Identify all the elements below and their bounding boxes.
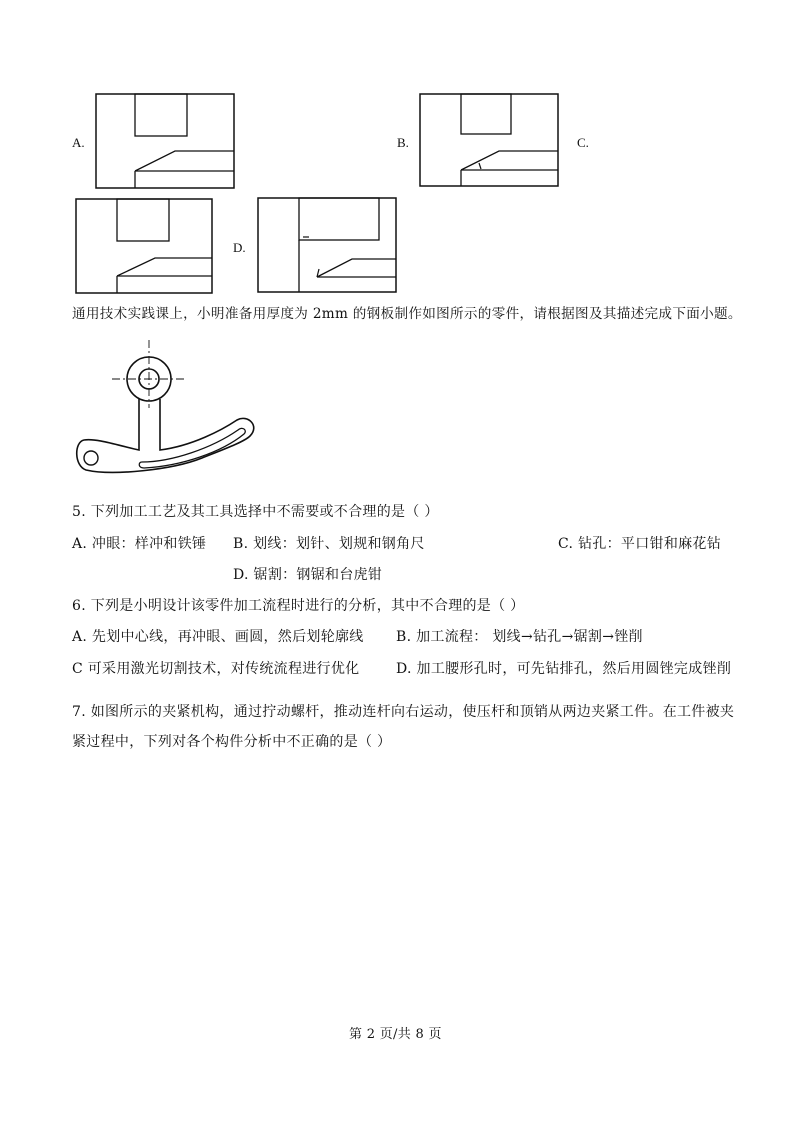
part-figure [72,338,257,488]
option-d-label: D. [233,240,246,255]
q5-option-b: B. 划线：划针、划规和钢角尺 [233,536,425,552]
option-b-figure [419,93,559,187]
option-c-figure [75,198,213,294]
option-b-label: B. [397,135,409,150]
option-a-figure [95,93,235,189]
page-footer: 第 2 页/共 8 页 [349,1027,442,1042]
q6-option-d: D. 加工腰形孔时，可先钻排孔，然后用圆锉完成锉削 [396,661,732,677]
q5-option-c: C. 钻孔：平口钳和麻花钻 [558,536,722,552]
intro-text: 通用技术实践课上，小明准备用厚度为 2mm 的钢板制作如图所示的零件，请根据图及其描述完成下面小题。 [72,306,742,322]
q5-option-a: A. 冲眼：样冲和铁锤 [72,536,207,552]
q6-option-b: B. 加工流程： 划线→钻孔→锯割→锉削 [396,629,643,645]
option-a-label: A. [72,135,85,150]
q6-option-a: A. 先划中心线，再冲眼、画圆，然后划轮廓线 [72,629,364,645]
option-d-figure [257,197,397,293]
q6-option-c: C 可采用激光切割技术，对传统流程进行优化 [72,661,360,677]
q5-option-d: D. 锯割：钢锯和台虎钳 [233,567,383,583]
q7-line1: 7. 如图所示的夹紧机构，通过拧动螺杆，推动连杆向右运动，使压杆和顶销从两边夹紧工件。在工件被夹 [72,704,735,720]
option-c-label: C. [577,135,589,150]
q6-stem: 6. 下列是小明设计该零件加工流程时进行的分析，其中不合理的是（ ） [72,598,525,614]
q5-stem: 5. 下列加工工艺及其工具选择中不需要或不合理的是（ ） [72,504,439,520]
q7-line2: 紧过程中，下列对各个构件分析中不正确的是（ ） [72,734,392,750]
